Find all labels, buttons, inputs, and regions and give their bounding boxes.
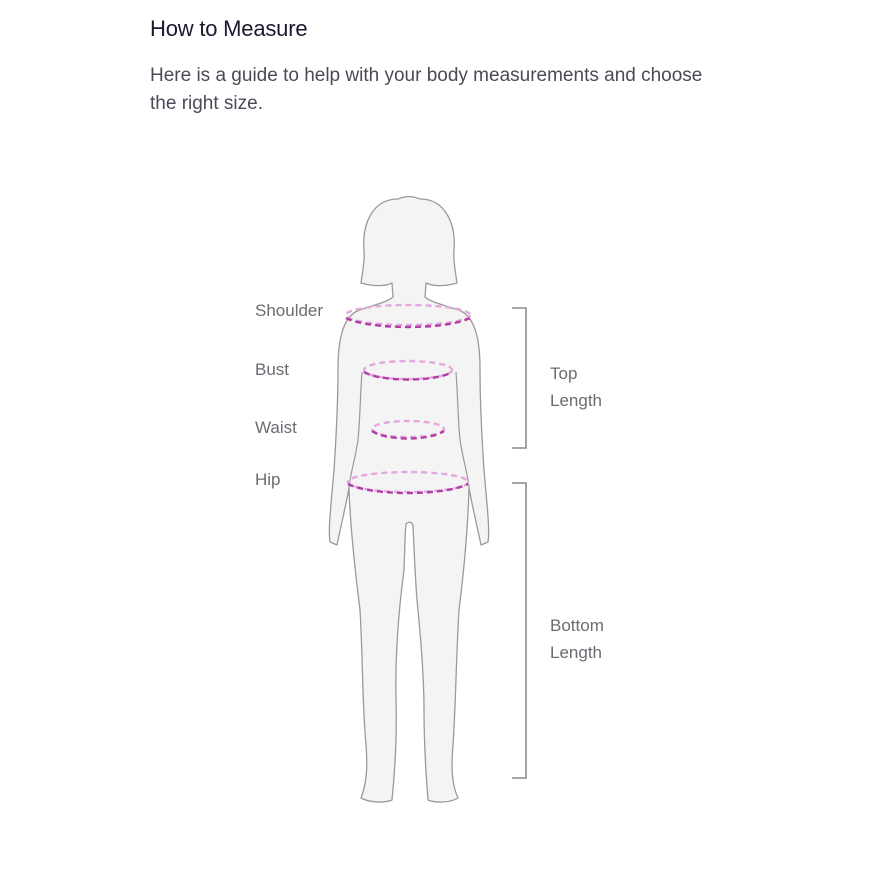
top-length-label-line1: Top: [550, 364, 578, 383]
top-length-label-line2: Length: [550, 391, 602, 410]
length-brackets: [512, 308, 526, 778]
body-silhouette: [329, 197, 488, 802]
bottom-length-bracket: [512, 483, 526, 778]
hip-label: Hip: [255, 470, 281, 489]
bust-label: Bust: [255, 360, 290, 379]
page-title: How to Measure: [150, 16, 308, 41]
top-length-label: [550, 360, 630, 414]
bottom-length-label-line1: Bottom: [550, 616, 604, 635]
silhouette-head: [329, 197, 488, 802]
top-length-bracket: [512, 308, 526, 448]
bottom-length-label: [550, 612, 630, 666]
page-description: Here is a guide to help with your body measurements and choose the right size.: [150, 65, 703, 114]
bottom-length-label-line2: Length: [550, 643, 602, 662]
shoulder-label: Shoulder: [255, 301, 324, 320]
waist-label: Waist: [255, 418, 297, 437]
